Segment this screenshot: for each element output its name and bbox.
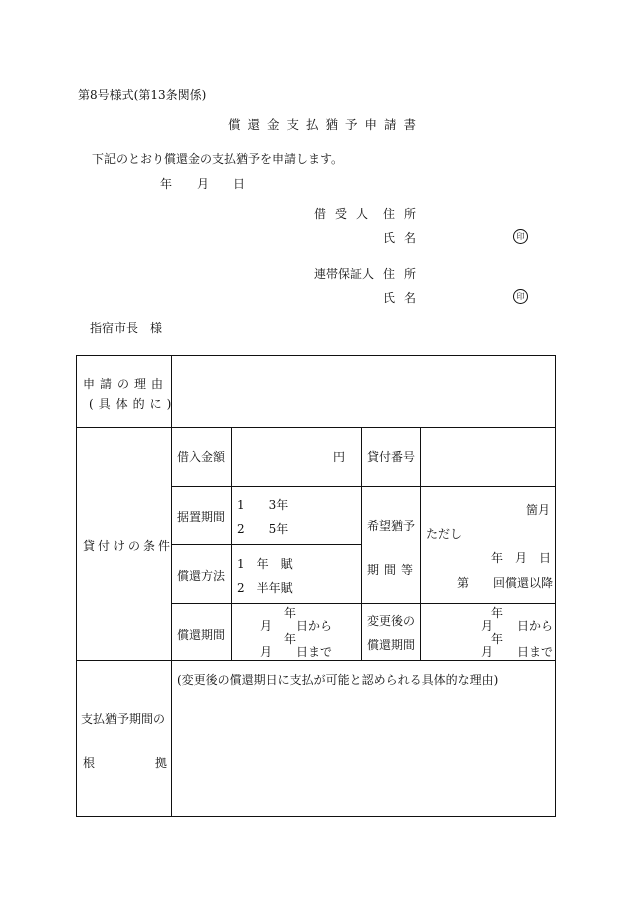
changed-end-year: 年 [491,632,504,646]
basis-note: (変更後の償還期日に支払が可能と認められる具体的な理由) [177,673,499,687]
row-divider [77,660,555,661]
borrower-name-label: 氏名 [383,231,426,245]
from-installment-text: 第 回償還以降 [457,576,554,590]
guarantor-address-label: 住所 [383,267,426,281]
period-end-year: 年 [284,632,297,646]
row-divider [171,544,361,545]
months-unit: 箇月 [526,503,551,517]
basis-label-char-1: 根 [83,756,96,770]
page-title: 償還金支払猶予申請書 [228,117,424,132]
column-divider [361,427,362,660]
changed-start-year: 年 [491,606,504,620]
however-text: ただし [426,527,463,541]
addressee: 指宿市長 様 [90,321,163,335]
basis-label-char-2: 拠 [155,756,168,770]
loan-amount-label: 借入金額 [177,450,226,464]
period-end-month-day: 月 日まで [260,645,333,659]
guarantor-label: 連帯保証人 [314,267,375,281]
form-number: 第8号様式(第13条関係) [78,88,207,102]
intro-text: 下記のとおり償還金の支払猶予を申請します。 [92,152,344,166]
repayment-period-label: 償還期間 [177,628,226,642]
desired-deferment-label: 希望猶予 [367,519,416,533]
changed-period-label: 変更後の [367,614,416,628]
desired-deferment-sublabel: 期間等 [367,563,419,577]
method-option-1: 1 年 賦 [237,557,293,571]
changed-start-month-day: 月 日から [481,619,554,633]
column-divider [420,427,421,660]
repayment-method-label: 償還方法 [177,569,226,583]
conditions-label: 貸付けの条件 [83,539,174,553]
application-form-table [76,355,556,817]
loan-number-label: 貸付番号 [367,450,416,464]
changed-end-month-day: 月 日まで [481,645,554,659]
grace-option-2: 2 5年 [237,522,289,536]
row-divider [171,486,555,487]
deferment-date: 年 月 日 [491,551,552,565]
guarantor-name-label: 氏名 [383,291,426,305]
column-divider [231,427,232,660]
date-month: 月 [197,177,210,191]
borrower-label: 借受人 [314,207,378,221]
reason-label: 申請の理由 [83,377,169,391]
borrower-address-label: 住所 [383,207,426,221]
date-year: 年 [160,177,173,191]
period-start-month-day: 月 日から [260,619,333,633]
basis-label: 支払猶予期間の [81,712,166,726]
changed-period-sublabel: 償還期間 [367,638,416,652]
borrower-seal-mark: 印 [513,229,528,244]
grace-option-1: 1 3年 [237,498,289,512]
row-divider [77,427,555,428]
reason-sublabel: (具体的に) [89,397,177,411]
grace-period-label: 据置期間 [177,510,226,524]
column-divider [171,356,172,816]
guarantor-seal-mark: 印 [513,289,528,304]
period-start-year: 年 [284,606,297,620]
method-option-2: 2 半年賦 [237,581,293,595]
yen-unit: 円 [333,450,346,464]
date-day: 日 [233,177,246,191]
